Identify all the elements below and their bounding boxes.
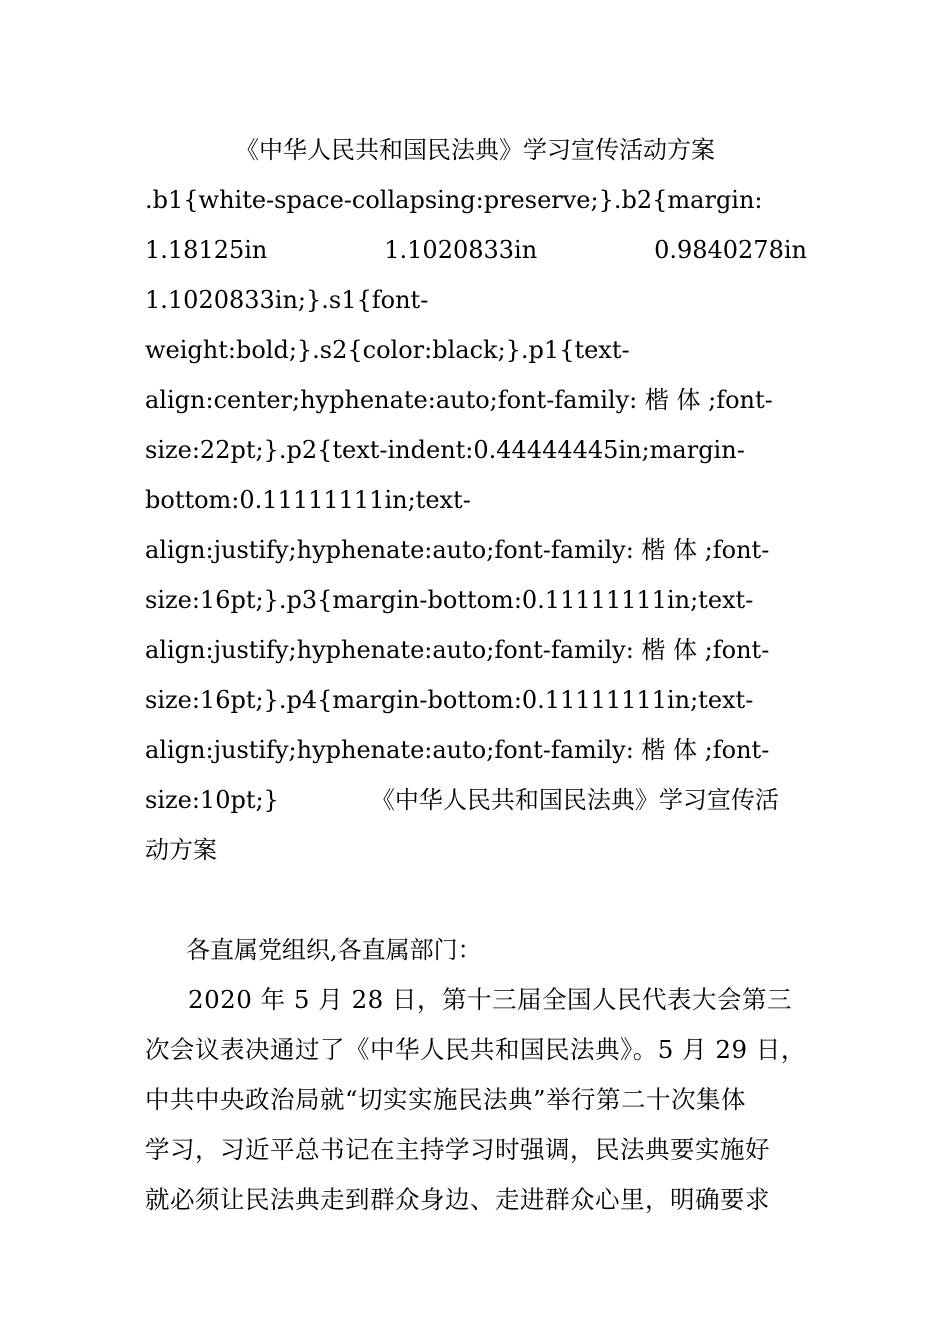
css-text-line-2: [145, 233, 807, 267]
css-text-line-11: size:16pt;}.p4{margin-bottom:0.11111111in;text-: [145, 686, 754, 714]
css-text-line-7: bottom:0.11111111in;text-: [145, 486, 471, 514]
css-text-part: 1.18125in: [145, 236, 268, 264]
inline-title: 《中华人民共和国民法典》学习宣传活: [370, 786, 779, 814]
body-line: 次会议表决通过了《中华人民共和国民法典》。5 月 29 日，: [145, 1035, 806, 1064]
css-text-part: 1.1020833in: [384, 236, 538, 264]
body-line: 学习，习近平总书记在主持学习时强调，民法典要实施好: [145, 1135, 770, 1164]
css-text-line-3: 1.1020833in;}.s1{font-: [145, 286, 429, 314]
css-text-line-9: size:16pt;}.p3{margin-bottom:0.11111111in;text-: [145, 586, 754, 614]
css-text-part: size:10pt;}: [145, 786, 279, 814]
css-text-line-4: weight:bold;}.s2{color:black;}.p1{text-: [145, 336, 630, 364]
body-line: 2020 年 5 月 28 日，第十三届全国人民代表大会第三: [188, 985, 793, 1014]
css-text-line-14: 动方案: [145, 836, 217, 864]
salutation: 各直属党组织,各直属部门：: [186, 936, 482, 964]
css-text-part: 0.9840278in: [654, 236, 807, 264]
css-text-line-13: [145, 783, 807, 817]
css-text-line-8: align:justify;hyphenate:auto;font-family: 楷 体 ;font-: [145, 536, 770, 564]
css-text-line-1: .b1{white-space-collapsing:preserve;}.b2{margin:: [145, 186, 763, 214]
css-text-line-5: align:center;hyphenate:auto;font-family: 楷 体 ;font-: [145, 386, 773, 414]
css-text-line-10: align:justify;hyphenate:auto;font-family: 楷 体 ;font-: [145, 636, 770, 664]
css-text-line-12: align:justify;hyphenate:auto;font-family: 楷 体 ;font-: [145, 736, 770, 764]
body-line: 就必须让民法典走到群众身边、走进群众心里，明确要求: [145, 1185, 770, 1214]
body-line: 中共中央政治局就“切实实施民法典”举行第二十次集体: [145, 1085, 747, 1114]
document-title: 《中华人民共和国民法典》学习宣传活动方案: [235, 136, 715, 164]
css-text-line-6: size:22pt;}.p2{text-indent:0.44444445in;margin-: [145, 436, 745, 464]
